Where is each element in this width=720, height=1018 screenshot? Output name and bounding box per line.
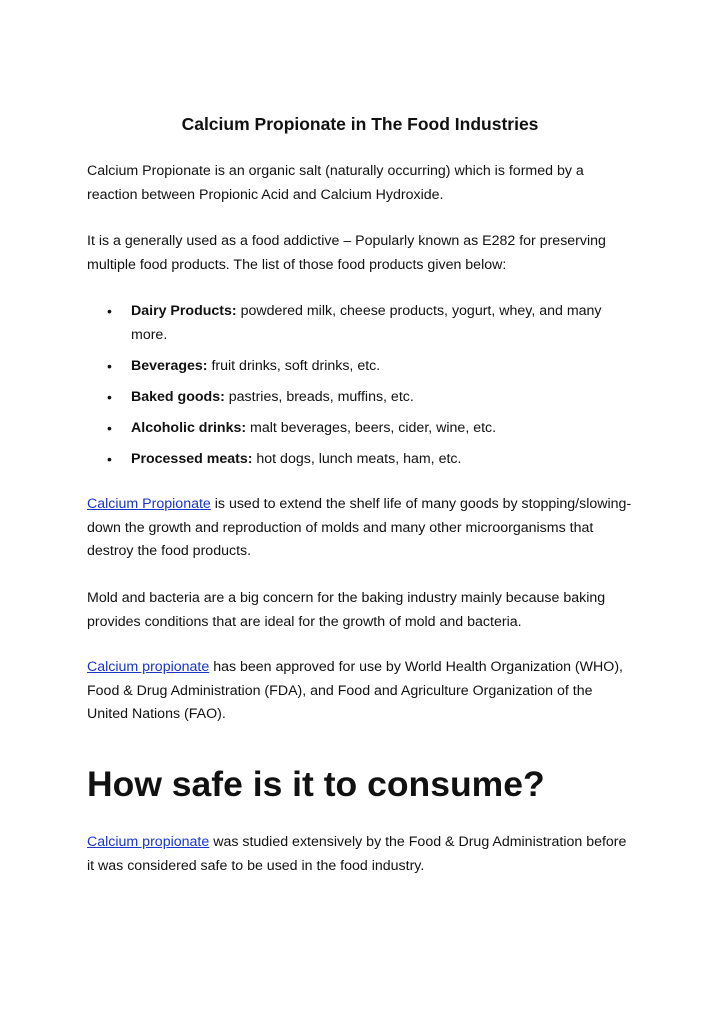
food-products-list [87,300,635,479]
section-heading: How safe is it to consume? [87,764,545,804]
document-title: Calcium Propionate in The Food Industries [181,114,539,134]
bullet-icon: • [107,450,112,467]
list-item-term: Baked goods: [131,388,225,405]
list-item [87,386,635,410]
list-item [87,417,635,441]
list-item-desc: powdered milk, cheese products, yogurt, whey, and many more. [131,303,602,343]
shelf-life-paragraph [87,493,635,564]
usage-paragraph: It is a generally used as a food addictive – Popularly known as E282 for preserving multiple food products. The list of those food products given below: [87,233,606,273]
list-item [87,448,635,472]
list-item-desc: malt beverages, beers, cider, wine, etc. [246,419,497,436]
calcium-propionate-link[interactable]: Calcium propionate [87,834,210,850]
intro-paragraph: Calcium Propionate is an organic salt (naturally occurring) which is formed by a reaction between Propionic Acid and Calcium Hydroxide. [87,163,584,203]
approved-paragraph [87,656,635,727]
calcium-propionate-link[interactable]: Calcium propionate [87,659,210,675]
safety-paragraph [87,831,635,878]
list-item [87,355,635,379]
list-item-desc: fruit drinks, soft drinks, etc. [207,357,381,374]
safety-text: was studied extensively by the Food & Drug Administration before it was considered safe to be used in the food industry. [87,834,627,874]
list-item-term: Beverages: [131,357,208,374]
approved-text: has been approved for use by World Health Organization (WHO), Food & Drug Administration (FDA), and Food and Agriculture Organization of the United Nations (FAO). [87,659,623,722]
bullet-icon: • [107,357,112,374]
shelf-life-text: is used to extend the shelf life of many goods by stopping/slowing-down the growth and reproduction of molds and many other microorganisms that destroy the food products. [87,496,632,559]
bullet-icon: • [107,419,112,436]
list-item-desc: hot dogs, lunch meats, ham, etc. [252,450,462,467]
list-item-term: Dairy Products: [131,303,237,319]
bullet-icon: • [107,303,112,319]
calcium-propionate-link[interactable]: Calcium Propionate [87,496,211,512]
list-item-term: Processed meats: [131,450,253,467]
mold-paragraph: Mold and bacteria are a big concern for the baking industry mainly because baking provides conditions that are ideal for the growth of mold and bacteria. [87,590,606,630]
list-item [87,300,635,347]
bullet-icon: • [107,388,112,405]
list-item-desc: pastries, breads, muffins, etc. [224,388,414,405]
list-item-term: Alcoholic drinks: [131,419,247,436]
